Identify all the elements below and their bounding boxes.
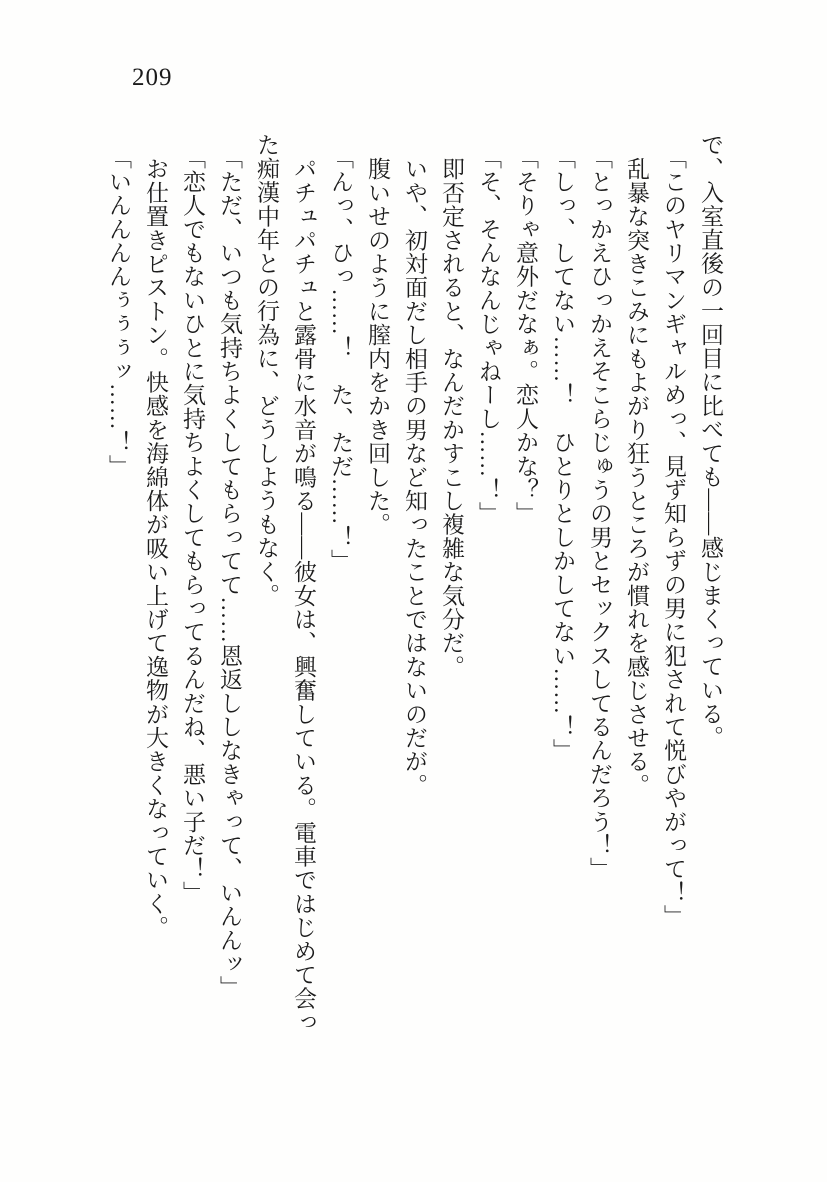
text-line: パチュパチュと露骨に水音が鳴る――彼女は、興奮している。電車ではじめて会っ (291, 157, 316, 1034)
text-line: た痴漢中年との行為に、どうしようもなく。 (254, 133, 279, 607)
text-line: 乱暴な突きこみにもよがり狂うところが慣れを感じさせる。 (624, 157, 649, 797)
text-line: 「いんんんんぅぅぅッ……！」 (106, 146, 131, 478)
text-line: いや、初対面だし相手の男など知ったことではないのだが。 (402, 157, 427, 797)
text-line: 「しっ、してない……！ ひとりとしかしてない……！」 (550, 146, 575, 763)
text-line: 腹いせのように膣内をかき回した。 (365, 157, 390, 537)
text-line: 「そりゃ意外だなぁ。恋人かな？」 (513, 146, 538, 526)
text-block (100, 133, 729, 1071)
text-line: 「このヤリマンギャルめっ、見ず知らずの男に犯されて悦びやがって！」 (661, 146, 686, 929)
text-line: で、入室直後の一回目に比べても――感じまくっている。 (698, 133, 723, 750)
text-line: お仕置きピストン。快感を海綿体が吸い上げて逸物が大きくなっていく。 (143, 157, 168, 940)
text-line: 「とっかえひっかえそこらじゅうの男とセックスしてるんだろう！」 (587, 146, 612, 881)
text-line: 「そ、そんなんじゃねーし……！」 (476, 146, 501, 526)
text-line: 即否定されると、なんだかすこし複雑な気分だ。 (439, 157, 464, 679)
text-line: 「んっ、ひっ……！ た、ただ……！」 (328, 146, 353, 573)
text-line: 「恋人でもないひとに気持ちよくしてもらってるんだね、悪い子だ！」 (180, 146, 205, 905)
text-line: 「ただ、いつも気持ちよくしてもらってて……恩返ししなきゃって、いんんッ」 (217, 146, 242, 1000)
page-number: 209 (132, 64, 173, 91)
